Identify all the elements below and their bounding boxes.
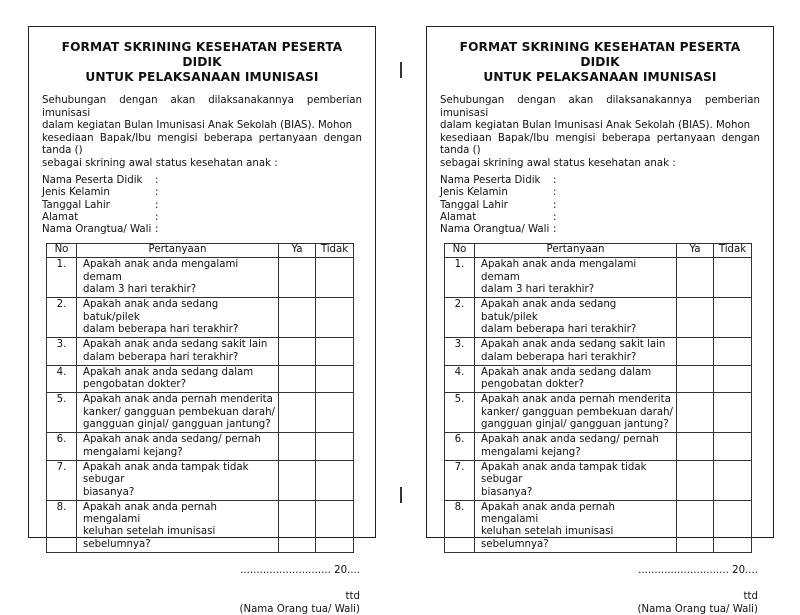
- question-line: Apakah anak anda pernah mengalami: [83, 501, 217, 526]
- table-row: [445, 298, 752, 338]
- answer-yes-cell[interactable]: [279, 338, 316, 366]
- question-line: Apakah anak anda mengalami demam: [83, 259, 239, 283]
- row-number: 3.: [47, 338, 77, 366]
- header-no-answer: Tidak: [316, 244, 354, 258]
- header-yes: Ya: [279, 244, 316, 258]
- row-question: [77, 460, 279, 500]
- question-line: Apakah anak anda sedang sakit lain: [83, 339, 268, 351]
- field-row: [440, 200, 760, 212]
- table-row: [47, 460, 354, 500]
- field-row: [440, 212, 760, 224]
- field-label: Nama Orangtua/ Wali: [42, 224, 152, 236]
- answer-no-cell[interactable]: [714, 460, 752, 500]
- question-line: biasanya?: [83, 486, 135, 498]
- answer-no-cell[interactable]: [316, 258, 354, 298]
- row-number: 2.: [47, 298, 77, 338]
- row-number: 4.: [445, 365, 475, 393]
- table-row: [445, 338, 752, 366]
- answer-yes-cell[interactable]: [677, 338, 714, 366]
- table-header-row: [445, 244, 752, 258]
- field-row: [42, 175, 362, 187]
- intro-line: kesediaan Bapak/Ibu mengisi beberapa pertanyaan dengan tanda (): [42, 132, 362, 156]
- answer-yes-cell[interactable]: [279, 460, 316, 500]
- field-label: Jenis Kelamin: [440, 187, 508, 199]
- table-row: [445, 258, 752, 298]
- intro-line: sebagai skrining awal status kesehatan anak :: [440, 157, 676, 169]
- row-question: [475, 258, 677, 298]
- row-question: [475, 365, 677, 393]
- row-question: [77, 393, 279, 433]
- row-question: [77, 258, 279, 298]
- question-line: biasanya?: [481, 486, 533, 498]
- field-row: [42, 200, 362, 212]
- question-line: Apakah anak anda sedang dalam: [83, 366, 254, 378]
- questions-body: [47, 258, 354, 553]
- question-line: Apakah anak anda tampak tidak sebugar: [83, 461, 249, 486]
- form-title: [42, 40, 362, 85]
- answer-no-cell[interactable]: [714, 365, 752, 393]
- question-line: mengalami kejang?: [83, 446, 183, 458]
- answer-no-cell[interactable]: [316, 460, 354, 500]
- row-number: 6.: [445, 433, 475, 461]
- row-question: [475, 338, 677, 366]
- table-row: [47, 338, 354, 366]
- field-colon: :: [155, 224, 159, 236]
- question-line: keluhan setelah imunisasi sebelumnya?: [481, 526, 614, 550]
- answer-yes-cell[interactable]: [677, 433, 714, 461]
- row-question: [475, 500, 677, 552]
- answer-no-cell[interactable]: [316, 298, 354, 338]
- table-row: [47, 433, 354, 461]
- question-line: Apakah anak anda sedang batuk/pilek: [481, 299, 617, 323]
- answer-yes-cell[interactable]: [677, 500, 714, 552]
- question-line: kanker/ gangguan pembekuan darah/: [83, 406, 275, 418]
- row-question: [77, 298, 279, 338]
- question-line: dalam beberapa hari terakhir?: [83, 351, 239, 363]
- question-line: Apakah anak anda sedang batuk/pilek: [83, 299, 219, 323]
- answer-yes-cell[interactable]: [677, 460, 714, 500]
- row-question: [475, 298, 677, 338]
- table-row: [445, 433, 752, 461]
- answer-no-cell[interactable]: [316, 365, 354, 393]
- table-row: [47, 258, 354, 298]
- row-question: [77, 365, 279, 393]
- header-question: Pertanyaan: [77, 244, 279, 258]
- answer-no-cell[interactable]: [714, 338, 752, 366]
- intro-paragraph: [42, 95, 362, 170]
- field-row: [42, 224, 362, 236]
- question-line: Apakah anak anda sedang dalam: [481, 366, 652, 378]
- answer-no-cell[interactable]: [714, 500, 752, 552]
- intro-line: Sehubungan dengan akan dilaksanakannya pemberian imunisasi: [440, 95, 760, 119]
- answer-no-cell[interactable]: [316, 338, 354, 366]
- answer-yes-cell[interactable]: [279, 393, 316, 433]
- field-row: [440, 187, 760, 199]
- table-row: [47, 298, 354, 338]
- field-colon: :: [553, 187, 557, 199]
- field-colon: :: [155, 211, 159, 223]
- date-line: ............................ 20....: [240, 565, 360, 577]
- question-line: Apakah anak anda sedang sakit lain: [481, 339, 666, 351]
- question-line: pengobatan dokter?: [481, 379, 584, 391]
- answer-no-cell[interactable]: [714, 298, 752, 338]
- answer-no-cell[interactable]: [714, 258, 752, 298]
- field-row: [42, 187, 362, 199]
- header-no-answer: Tidak: [714, 244, 752, 258]
- row-number: 5.: [445, 393, 475, 433]
- table-header-row: [47, 244, 354, 258]
- field-row: [440, 175, 760, 187]
- intro-line: Sehubungan dengan akan dilaksanakannya pemberian imunisasi: [42, 95, 362, 119]
- row-question: [475, 433, 677, 461]
- row-number: 8.: [47, 500, 77, 552]
- row-question: [475, 460, 677, 500]
- questions-body: [445, 258, 752, 553]
- question-line: pengobatan dokter?: [83, 379, 186, 391]
- table-row: [47, 393, 354, 433]
- date-line: ............................ 20....: [638, 565, 758, 577]
- answer-yes-cell[interactable]: [279, 298, 316, 338]
- form-title-line: FORMAT SKRINING KESEHATAN PESERTA DIDIK: [61, 40, 343, 69]
- answer-yes-cell[interactable]: [677, 393, 714, 433]
- table-row: [445, 365, 752, 393]
- cut-mark-top: [400, 62, 402, 78]
- answer-yes-cell[interactable]: [279, 365, 316, 393]
- form-title-line: UNTUK PELAKSANAAN IMUNISASI: [85, 70, 319, 84]
- field-colon: :: [155, 199, 159, 211]
- row-question: [77, 338, 279, 366]
- questions-table: [444, 243, 752, 553]
- answer-yes-cell[interactable]: [279, 500, 316, 552]
- answer-yes-cell[interactable]: [677, 258, 714, 298]
- header-no: No: [47, 244, 77, 258]
- table-row: [47, 500, 354, 552]
- row-number: 8.: [445, 500, 475, 552]
- question-line: Apakah anak anda mengalami demam: [481, 259, 637, 283]
- field-label: Nama Peserta Didik: [440, 175, 541, 186]
- field-label: Tanggal Lahir: [440, 199, 508, 211]
- table-row: [445, 393, 752, 433]
- answer-no-cell[interactable]: [316, 393, 354, 433]
- question-line: dalam beberapa hari terakhir?: [481, 323, 637, 335]
- question-line: dalam 3 hari terakhir?: [83, 284, 197, 296]
- screening-form-right: [426, 26, 774, 615]
- question-line: gangguan ginjal/ gangguan jantung?: [481, 419, 669, 431]
- answer-yes-cell[interactable]: [279, 433, 316, 461]
- form-title-line: UNTUK PELAKSANAAN IMUNISASI: [483, 70, 717, 84]
- cut-mark-bottom: [400, 487, 402, 503]
- form-title-line: FORMAT SKRINING KESEHATAN PESERTA DIDIK: [459, 40, 741, 69]
- field-label: Alamat: [440, 211, 477, 223]
- question-line: dalam beberapa hari terakhir?: [83, 323, 239, 335]
- row-number: 7.: [445, 460, 475, 500]
- row-number: 1.: [445, 258, 475, 298]
- question-line: keluhan setelah imunisasi sebelumnya?: [83, 526, 216, 550]
- question-line: dalam 3 hari terakhir?: [481, 284, 595, 296]
- row-number: 2.: [445, 298, 475, 338]
- field-colon: :: [553, 175, 557, 186]
- field-label: Tanggal Lahir: [42, 199, 110, 211]
- screening-form-left: [28, 26, 376, 615]
- question-line: Apakah anak anda tampak tidak sebugar: [481, 461, 647, 486]
- row-question: [475, 393, 677, 433]
- field-label: Nama Orangtua/ Wali: [440, 224, 550, 236]
- signature-label: ttd: [743, 591, 758, 603]
- field-label: Jenis Kelamin: [42, 187, 110, 199]
- question-line: gangguan ginjal/ gangguan jantung?: [83, 419, 271, 431]
- intro-line: dalam kegiatan Bulan Imunisasi Anak Sekolah (BIAS). Mohon: [440, 120, 751, 131]
- answer-no-cell[interactable]: [714, 393, 752, 433]
- answer-yes-cell[interactable]: [279, 258, 316, 298]
- question-line: Apakah anak anda sedang/ pernah: [83, 434, 261, 446]
- question-line: dalam beberapa hari terakhir?: [481, 351, 637, 363]
- intro-line: dalam kegiatan Bulan Imunisasi Anak Sekolah (BIAS). Mohon: [42, 120, 353, 131]
- answer-no-cell[interactable]: [714, 433, 752, 461]
- header-no: No: [445, 244, 475, 258]
- question-line: Apakah anak anda sedang/ pernah: [481, 434, 659, 446]
- table-row: [445, 500, 752, 552]
- question-line: Apakah anak anda pernah menderita: [481, 394, 671, 406]
- answer-no-cell[interactable]: [316, 433, 354, 461]
- answer-yes-cell[interactable]: [677, 298, 714, 338]
- field-colon: :: [553, 224, 557, 236]
- field-row: [440, 224, 760, 236]
- signer-name: (Nama Orang tua/ Wali): [637, 604, 758, 615]
- identity-fields: [42, 175, 362, 236]
- header-yes: Ya: [677, 244, 714, 258]
- field-row: [42, 212, 362, 224]
- question-line: Apakah anak anda pernah mengalami: [481, 501, 615, 526]
- answer-no-cell[interactable]: [316, 500, 354, 552]
- question-line: mengalami kejang?: [481, 446, 581, 458]
- row-number: 5.: [47, 393, 77, 433]
- row-number: 7.: [47, 460, 77, 500]
- field-label: Alamat: [42, 211, 79, 223]
- row-question: [77, 433, 279, 461]
- table-row: [47, 365, 354, 393]
- row-number: 6.: [47, 433, 77, 461]
- answer-yes-cell[interactable]: [677, 365, 714, 393]
- questions-table: [46, 243, 354, 553]
- header-question: Pertanyaan: [475, 244, 677, 258]
- row-question: [77, 500, 279, 552]
- field-colon: :: [155, 175, 159, 186]
- intro-line: kesediaan Bapak/Ibu mengisi beberapa pertanyaan dengan tanda (): [440, 132, 760, 156]
- field-colon: :: [553, 199, 557, 211]
- field-colon: :: [155, 187, 159, 199]
- signer-name: (Nama Orang tua/ Wali): [239, 604, 360, 615]
- intro-paragraph: [440, 95, 760, 170]
- table-row: [445, 460, 752, 500]
- field-label: Nama Peserta Didik: [42, 175, 143, 186]
- row-number: 3.: [445, 338, 475, 366]
- row-number: 4.: [47, 365, 77, 393]
- question-line: Apakah anak anda pernah menderita: [83, 394, 273, 406]
- question-line: kanker/ gangguan pembekuan darah/: [481, 406, 673, 418]
- intro-line: sebagai skrining awal status kesehatan anak :: [42, 157, 278, 169]
- field-colon: :: [553, 211, 557, 223]
- identity-fields: [440, 175, 760, 236]
- row-number: 1.: [47, 258, 77, 298]
- signature-label: ttd: [345, 591, 360, 603]
- form-title: [440, 40, 760, 85]
